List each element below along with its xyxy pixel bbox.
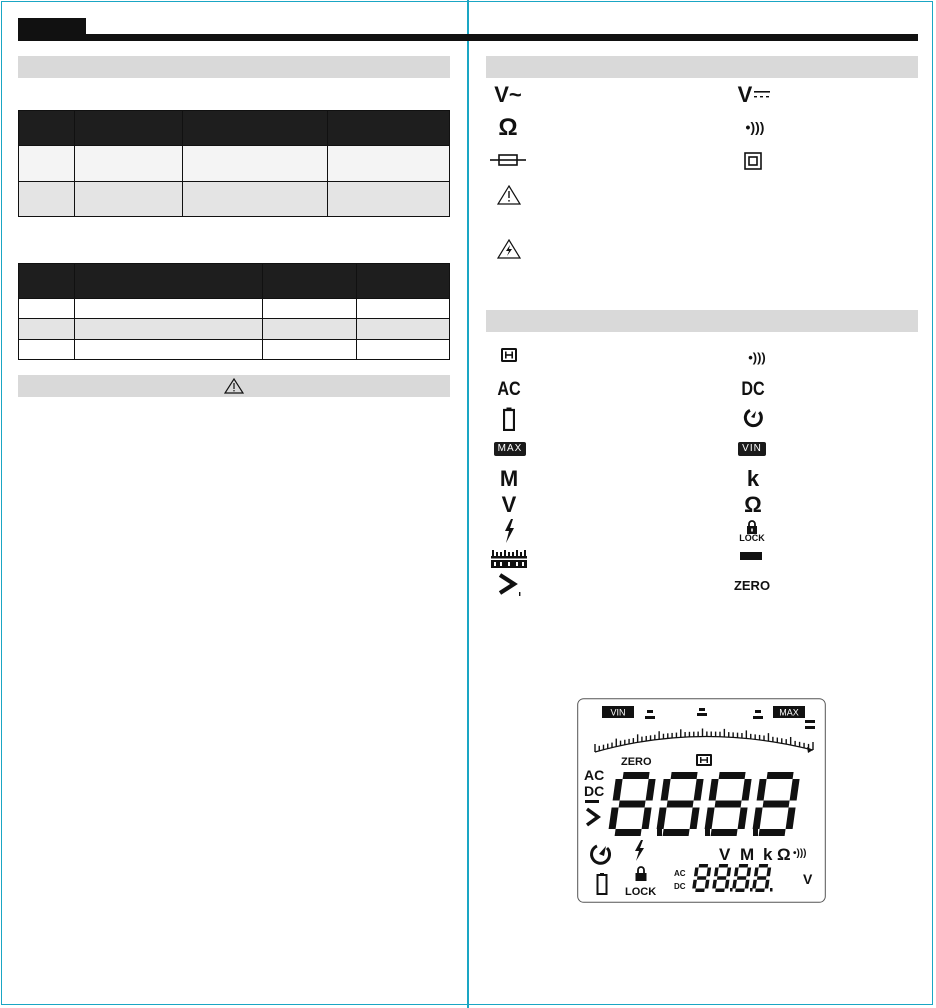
display-section-band	[486, 310, 918, 332]
bargraph-tick	[680, 729, 681, 737]
bargraph-tick	[759, 735, 760, 740]
bargraph-tick	[724, 729, 725, 737]
decimal-point	[705, 829, 710, 836]
bargraph-tick	[689, 732, 690, 737]
bargraph-tick	[671, 733, 672, 738]
lcd-unit-v: V	[719, 845, 731, 864]
continuity-icon: •)))	[748, 349, 766, 365]
hold-icon	[498, 345, 520, 365]
bargraph-tick	[607, 744, 608, 749]
bargraph-tick	[658, 731, 659, 739]
decimal-point	[730, 888, 733, 892]
high-voltage-warning-icon	[496, 238, 522, 260]
bargraph-tick	[786, 739, 787, 744]
lcd-zero-label: ZERO	[621, 756, 652, 768]
bargraph-tick	[641, 737, 642, 742]
table-row	[19, 340, 450, 360]
decimal-point	[770, 888, 773, 892]
lcd-dc-label: DC	[584, 783, 605, 799]
dc-voltage-icon: V	[734, 82, 774, 108]
bargraph-tick	[693, 732, 694, 737]
vin-indicator-icon: VIN	[732, 440, 772, 458]
bargraph-tick	[633, 738, 634, 743]
lcd-display	[577, 698, 826, 903]
lcd-lock-label: LOCK	[625, 886, 657, 898]
table-header-row	[19, 111, 450, 146]
ohm-unit-icon: Ω	[744, 492, 762, 517]
table-row	[19, 299, 450, 319]
table-header-row	[19, 264, 450, 299]
spec-section-band	[18, 56, 450, 78]
bargraph-tick	[772, 737, 773, 742]
greater-than-icon	[496, 572, 524, 598]
auto-power-off-icon	[740, 406, 766, 430]
table-row	[19, 182, 450, 217]
bargraph-tick	[697, 732, 698, 737]
continuity-beeper-icon: •)))	[745, 119, 765, 135]
lcd-ac-label: AC	[584, 767, 605, 783]
bargraph-tick	[794, 741, 795, 746]
column-divider	[467, 0, 469, 1008]
bargraph-tick	[763, 735, 764, 740]
bargraph-tick	[684, 732, 685, 737]
fuse-icon	[490, 152, 526, 168]
symbols-section-band	[486, 56, 918, 78]
bargraph-tick	[768, 733, 769, 741]
minus-icon	[738, 550, 764, 562]
lcd-unit-ohm: Ω	[777, 845, 791, 864]
lcd-vin-label: VIN	[610, 707, 626, 718]
lcd-sub-dc: DC	[674, 882, 686, 891]
bargraph-tick	[702, 729, 703, 737]
spec-table-2	[18, 263, 450, 360]
bargraph-tick	[732, 732, 733, 737]
bargraph-tick	[812, 742, 813, 750]
lcd-unit-m: M	[740, 845, 755, 864]
bargraph-tick	[624, 740, 625, 745]
svg-text:•))): •)))	[793, 848, 807, 859]
bargraph-tick	[616, 739, 617, 747]
spec-table-1	[18, 110, 450, 217]
ohm-icon: Ω	[498, 114, 518, 141]
dc-indicator-icon: DC	[741, 379, 765, 400]
bargraph-tick	[790, 737, 791, 745]
bargraph-tick	[799, 742, 800, 747]
bargraph-tick	[628, 739, 629, 744]
bargraph-tick	[781, 738, 782, 743]
lcd-max-label: MAX	[779, 707, 799, 718]
header-rule	[18, 34, 918, 41]
bargraph-tick	[715, 732, 716, 737]
lcd-sub-unit: V	[803, 871, 813, 887]
bargraph-tick	[750, 734, 751, 739]
bargraph-tick	[711, 732, 712, 737]
decimal-point	[657, 829, 662, 836]
double-insulation-icon	[743, 151, 763, 171]
bargraph-tick	[667, 733, 668, 738]
table-row	[19, 146, 450, 182]
lcd-unit-k: k	[763, 845, 773, 864]
warning-icon	[224, 378, 244, 394]
bargraph-tick	[650, 735, 651, 740]
bargraph-tick	[746, 730, 747, 738]
zero-icon: ZERO	[733, 577, 771, 593]
bargraph-tick	[754, 734, 755, 739]
bargraph-tick	[741, 733, 742, 738]
bargraph-tick	[646, 736, 647, 741]
decimal-point	[750, 888, 753, 892]
volt-icon: V	[501, 492, 517, 517]
lcd-sub-ac: AC	[674, 869, 686, 878]
bargraph-tick	[803, 743, 804, 748]
lock-icon: LOCK	[734, 516, 770, 546]
bargraph-tick	[706, 731, 707, 736]
table-row	[19, 319, 450, 340]
bargraph-tick	[737, 733, 738, 738]
bargraph-tick	[611, 743, 612, 748]
bargraph-tick	[603, 745, 604, 750]
bargraph-tick	[719, 732, 720, 737]
bargraph-tick	[637, 734, 638, 742]
bargraph-tick	[728, 732, 729, 737]
mega-icon: M	[499, 466, 519, 491]
bargraph-tick	[654, 735, 655, 740]
bargraph-tick	[620, 741, 621, 746]
bargraph-tick	[663, 734, 664, 739]
bargraph-icon	[490, 546, 528, 570]
warning-section-band	[18, 375, 450, 397]
bargraph-tick	[777, 738, 778, 743]
decimal-point	[753, 829, 758, 836]
bargraph-tick	[676, 733, 677, 738]
battery-icon	[500, 406, 518, 432]
max-indicator-icon: MAX	[490, 440, 530, 458]
ac-indicator-icon: AC	[497, 379, 521, 400]
high-voltage-icon	[500, 518, 518, 544]
kilo-icon: k	[746, 466, 760, 491]
bargraph-tick	[594, 744, 595, 752]
ac-voltage-icon: V~	[494, 82, 522, 107]
warning-symbol-icon	[496, 184, 522, 206]
